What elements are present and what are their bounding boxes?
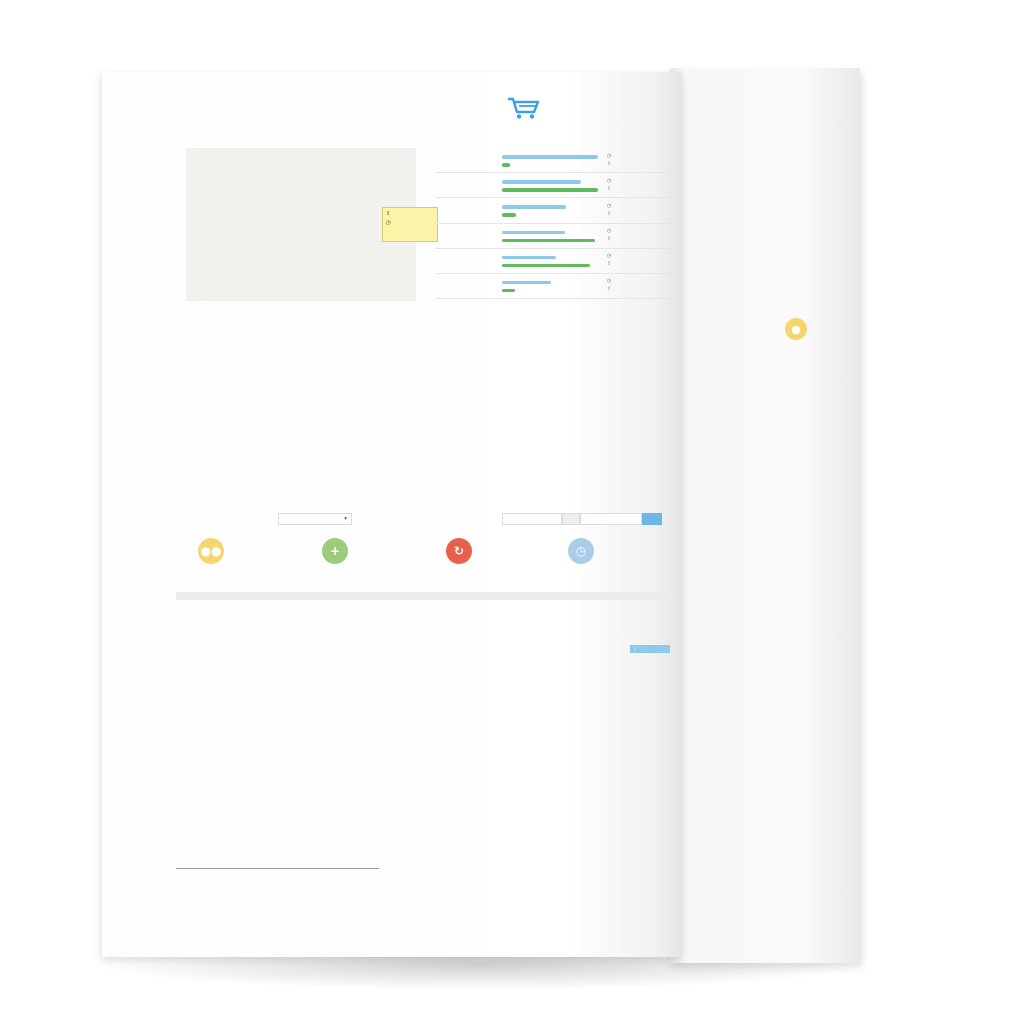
left-page — [102, 72, 682, 957]
return-icon: ↻ — [446, 538, 472, 564]
find-button[interactable] — [642, 513, 662, 525]
section-time: ◷ — [607, 228, 612, 235]
total-visits-kpi — [785, 318, 812, 340]
section-time: ◷ — [607, 177, 612, 184]
section-row[interactable] — [435, 148, 673, 173]
time-bar — [502, 155, 598, 159]
section-row[interactable] — [435, 198, 673, 223]
visitors-bar — [502, 289, 515, 293]
kitchen-tooltip — [382, 207, 438, 242]
kpi-returning-visitors — [446, 538, 478, 564]
visitors-bar — [502, 188, 598, 192]
visitors-bar — [502, 213, 516, 217]
time-bar — [502, 281, 551, 285]
cart-icon — [507, 96, 541, 120]
section-row[interactable] — [435, 274, 673, 299]
footnote-rule — [176, 868, 379, 869]
time-bar — [502, 180, 581, 184]
section-row[interactable] — [435, 224, 673, 249]
demographic-select[interactable] — [278, 513, 352, 525]
time-bar — [502, 205, 566, 209]
chevron-down-icon: ▾ — [344, 516, 347, 522]
section-divider-band — [176, 592, 672, 600]
date-to-label — [562, 513, 580, 525]
tooltip-visitors: ⇧ — [386, 211, 391, 217]
section-time: ◷ — [607, 253, 612, 260]
kpi-total-visits — [198, 538, 230, 564]
kpi-dwelling-time — [568, 538, 658, 564]
time-bar — [502, 231, 565, 235]
weekday-bar-chart — [760, 398, 860, 513]
section-visitors: ⇧ — [607, 210, 612, 217]
section-time: ◷ — [607, 202, 612, 209]
section-visitors: ⇧ — [607, 261, 612, 268]
visitors-bar — [502, 264, 590, 268]
section-row[interactable] — [435, 173, 673, 198]
plus-icon: + — [322, 538, 348, 564]
section-visitors: ⇧ — [607, 236, 612, 243]
visitors-bar — [502, 163, 510, 167]
section-row[interactable] — [435, 249, 673, 274]
visit-time-line-chart — [176, 654, 676, 784]
section-time: ◷ — [607, 278, 612, 285]
right-page — [670, 68, 860, 963]
date-from-input[interactable] — [502, 513, 562, 525]
shoppermotion-logo — [507, 96, 541, 120]
group-icon: ● — [785, 318, 807, 340]
visitors-bar — [502, 239, 595, 243]
kpi-new-visitors — [322, 538, 354, 564]
group-icon: ●● — [198, 538, 224, 564]
section-visitors: ⇧ — [607, 286, 612, 293]
section-time: ◷ — [607, 152, 612, 159]
kpi-row — [176, 534, 676, 574]
tooltip-time: ◷ — [386, 220, 391, 226]
export-csv-button[interactable]: ⇩ — [630, 645, 670, 653]
clock-icon: ◷ — [568, 538, 594, 564]
dashboard-filters — [176, 512, 676, 532]
top-sections-list — [435, 148, 673, 299]
time-bar — [502, 256, 556, 260]
section-visitors: ⇧ — [607, 160, 612, 167]
date-to-input[interactable] — [580, 513, 642, 525]
section-visitors: ⇧ — [607, 185, 612, 192]
